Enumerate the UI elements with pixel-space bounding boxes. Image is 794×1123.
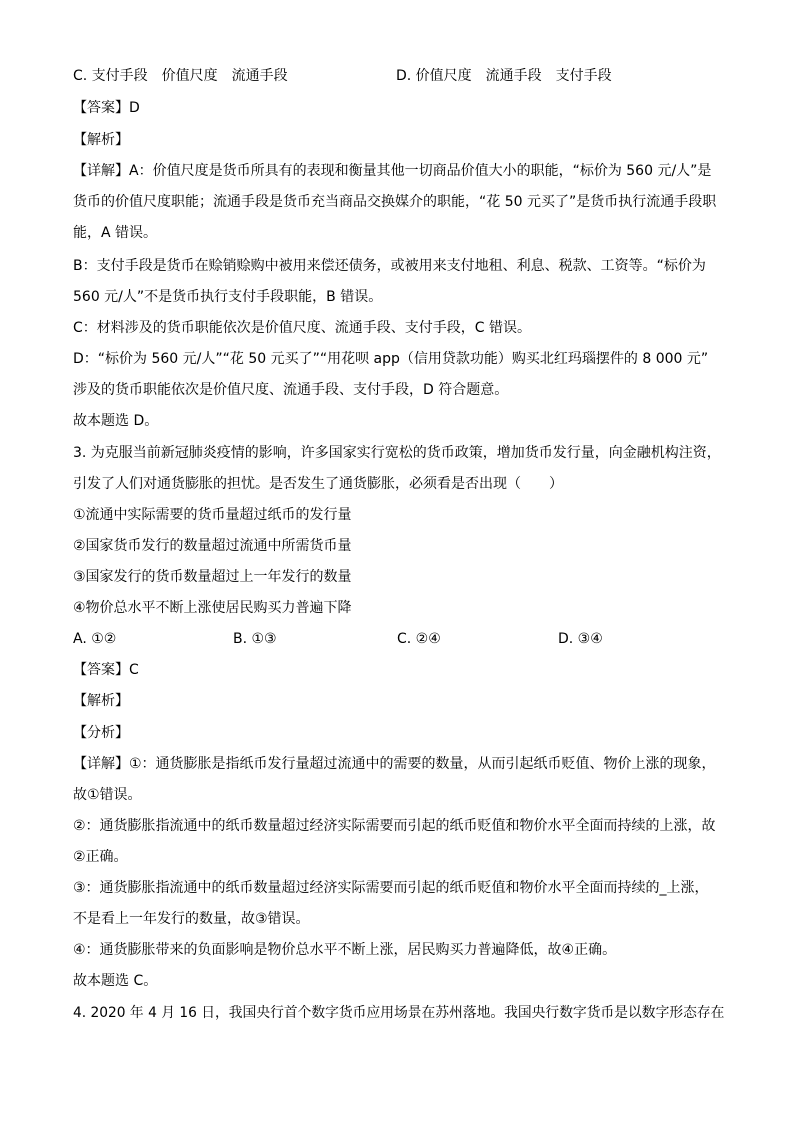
detail-line: 【详解】①：通货膨胀是指纸币发行量超过流通中的需要的数量，从而引起纸币贬值、物价上涨的现象，: [73, 756, 716, 772]
option-d: D. ③④: [558, 631, 603, 647]
analysis-label: 【解析】: [73, 132, 129, 148]
detail-line: ④：通货膨胀带来的负面影响是物价总水平不断上涨，居民购买力普遍降低，故④正确。: [73, 942, 617, 958]
detail-line: 涉及的货币职能依次是价值尺度、流通手段、支付手段，D 符合题意。: [73, 382, 509, 398]
detail-line: 【详解】A：价值尺度是货币所具有的表现和衡量其他一切商品价值大小的职能，“标价为 560 元/人”是: [73, 163, 712, 179]
detail-line: 560 元/人”不是货币执行支付手段职能，B 错误。: [73, 289, 383, 305]
analysis-label: 【解析】: [73, 693, 129, 709]
question-stem: 引发了人们对通货膨胀的担忧。是否发生了通货膨胀，必须看是否出现（ ）: [73, 476, 563, 492]
question-stem: 4. 2020 年 4 月 16 日，我国央行首个数字货币应用场景在苏州落地。我国央行数字货币是以数字形态存在: [73, 1005, 725, 1021]
option-b: B. ①③: [233, 631, 277, 647]
statement-4: ④物价总水平不断上涨使居民购买力普遍下降: [73, 600, 352, 616]
detail-line: C：材料涉及的货币职能依次是价值尺度、流通手段、支付手段，C 错误。: [73, 320, 531, 336]
detail-line: ②正确。: [73, 849, 128, 865]
statement-1: ①流通中实际需要的货币量超过纸币的发行量: [73, 507, 352, 523]
fenxi-label: 【分析】: [73, 725, 129, 741]
option-a: A. ①②: [73, 631, 117, 647]
statement-2: ②国家货币发行的数量超过流通中所需货币量: [73, 538, 352, 554]
detail-line: ③：通货膨胀指流通中的纸币数量超过经济实际需要而引起的纸币贬值和物价水平全面而持续的_上涨，: [73, 880, 709, 896]
answer-label: 【答案】C: [73, 662, 139, 678]
detail-line: 不是看上一年发行的数量，故③错误。: [73, 911, 310, 927]
option-c: C. 支付手段 价值尺度 流通手段: [73, 68, 288, 84]
detail-line: 故本题选 D。: [73, 413, 159, 429]
detail-line: B：支付手段是货币在赊销赊购中被用来偿还债务，或被用来支付地租、利息、税款、工资等。“标价为: [73, 258, 706, 274]
question-stem: 3. 为克服当前新冠肺炎疫情的影响，许多国家实行宽松的货币政策，增加货币发行量，向金融机构注资，: [73, 445, 721, 461]
statement-3: ③国家发行的货币数量超过上一年发行的数量: [73, 569, 352, 585]
detail-line: 货币的价值尺度职能；流通手段是货币充当商品交换媒介的职能，“花 50 元买了”是货币执行流通手段职: [73, 194, 717, 210]
detail-line: ②：通货膨胀指流通中的纸币数量超过经济实际需要而引起的纸币贬值和物价水平全面而持续的上涨，故: [73, 818, 716, 834]
option-c: C. ②④: [397, 631, 441, 647]
detail-line: D：“标价为 560 元/人”“花 50 元买了”“用花呗 app（信用贷款功能）购买北红玛瑙摆件的 8 000 元”: [73, 351, 709, 367]
detail-line: 故本题选 C。: [73, 973, 158, 989]
detail-line: 故①错误。: [73, 787, 142, 803]
answer-label: 【答案】D: [73, 100, 140, 116]
detail-line: 能，A 错误。: [73, 225, 158, 241]
option-d: D. 价值尺度 流通手段 支付手段: [396, 68, 612, 84]
